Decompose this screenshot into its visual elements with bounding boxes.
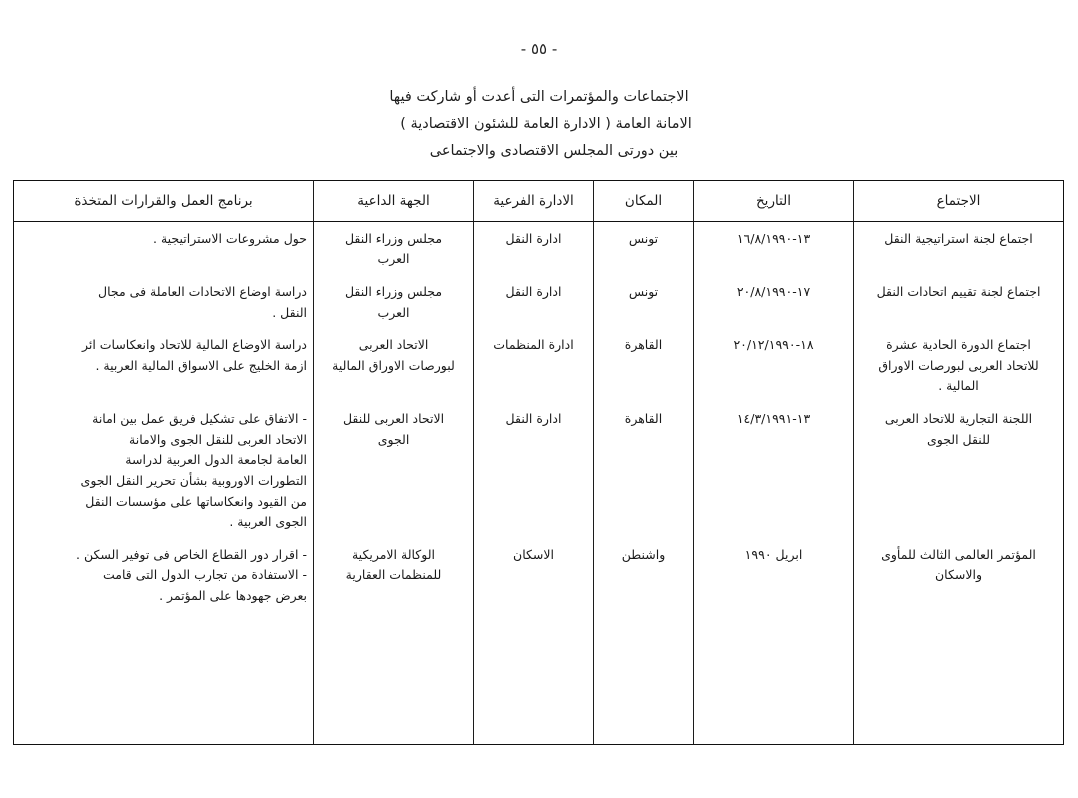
cell-place: القاهرة — [594, 328, 694, 402]
blank-cell — [594, 612, 694, 745]
cell-body — [314, 275, 474, 328]
cell-program-line: التطورات الاوروبية بشأن تحرير النقل الجوى — [80, 472, 307, 488]
cell-meeting — [854, 328, 1064, 402]
cell-body-line: الاتحاد العربى — [358, 337, 429, 353]
document-page — [0, 40, 1078, 798]
cell-body — [314, 328, 474, 402]
cell-subadmin: الاسكان — [474, 538, 594, 612]
cell-place: القاهرة — [594, 402, 694, 538]
table-body — [14, 221, 1064, 744]
cell-meeting-line: المالية . — [938, 378, 979, 394]
cell-program-line: دراسة اوضاع الاتحادات العاملة فى مجال — [98, 283, 307, 299]
cell-meeting — [854, 538, 1064, 612]
blank-cell — [14, 612, 314, 745]
cell-meeting-line: والاسكان — [934, 567, 982, 583]
cell-program-line: بعرض جهودها على المؤتمر . — [159, 588, 307, 604]
cell-meeting — [854, 221, 1064, 275]
cell-date: ١٣-١٦/٨/١٩٩٠ — [694, 221, 854, 275]
cell-program-line: دراسة الاوضاع المالية للاتحاد وانعكاسات ائر — [81, 337, 307, 353]
cell-meeting-line: للاتحاد العربى لبورصات الاوراق — [878, 357, 1039, 373]
cell-program-line: النقل . — [272, 304, 307, 320]
cell-place: تونس — [594, 221, 694, 275]
cell-subadmin: ادارة المنظمات — [474, 328, 594, 402]
column-header-program: برنامج العمل والقرارات المتخذة — [14, 181, 314, 221]
table-row — [14, 402, 1064, 538]
table-row — [14, 538, 1064, 612]
cell-body — [314, 538, 474, 612]
cell-meeting-line: المؤتمر العالمى الثالث للمأوى — [881, 546, 1036, 562]
meetings-table — [13, 180, 1064, 744]
cell-body-line: الاتحاد العربى للنقل — [342, 411, 445, 427]
table-row — [14, 328, 1064, 402]
cell-meeting — [854, 402, 1064, 538]
table-row — [14, 275, 1064, 328]
table-blank-area — [14, 612, 1064, 745]
cell-program — [14, 402, 314, 538]
blank-cell — [694, 612, 854, 745]
cell-subadmin: ادارة النقل — [474, 275, 594, 328]
cell-subadmin: ادارة النقل — [474, 402, 594, 538]
column-header-body: الجهة الداعية — [314, 181, 474, 221]
cell-body — [314, 221, 474, 275]
cell-subadmin: ادارة النقل — [474, 221, 594, 275]
cell-body — [314, 402, 474, 538]
cell-body-line: مجلس وزراء النقل — [344, 283, 443, 299]
cell-meeting-line: اجتماع لجنة استراتيجية النقل — [884, 230, 1033, 246]
cell-program — [14, 275, 314, 328]
cell-body-line: الجوى — [377, 431, 410, 447]
cell-program-line: - الاتفاق على تشكيل فريق عمل بين امانة — [92, 411, 307, 427]
title-line-2: الامانة العامة ( الادارة العامة للشئون الاقتصادية ) — [400, 115, 692, 132]
cell-body-line: للمنظمات العقارية — [345, 567, 442, 583]
cell-meeting-line: اجتماع الدورة الحادية عشرة — [886, 337, 1031, 353]
cell-meeting — [854, 275, 1064, 328]
cell-body-line: العرب — [377, 304, 410, 320]
cell-program-line: الاتحاد العربى للنقل الجوى والامانة — [129, 431, 307, 447]
cell-program-line: - اقرار دور القطاع الخاص فى توفير السكن . — [76, 546, 307, 562]
column-header-place: المكان — [594, 181, 694, 221]
cell-body-line: لبورصات الاوراق المالية — [332, 357, 455, 373]
cell-program — [14, 328, 314, 402]
column-header-subadmin: الادارة الفرعية — [474, 181, 594, 221]
cell-body-line: الوكالة الامريكية — [351, 546, 436, 562]
blank-cell — [474, 612, 594, 745]
table-header-row — [14, 181, 1064, 221]
cell-meeting-line: للنقل الجوى — [926, 431, 991, 447]
blank-cell — [854, 612, 1064, 745]
column-header-meeting: الاجتماع — [854, 181, 1064, 221]
cell-date: ١٨-٢٠/١٢/١٩٩٠ — [694, 328, 854, 402]
cell-program-line: ازمة الخليج على الاسواق المالية العربية . — [95, 357, 307, 373]
cell-body-line: العرب — [377, 251, 410, 267]
cell-place: تونس — [594, 275, 694, 328]
cell-program-line: العامة لجامعة الدول العربية لدراسة — [125, 452, 307, 468]
cell-program-line: حول مشروعات الاستراتيجية . — [153, 230, 307, 246]
title-line-3: بين دورتى المجلس الاقتصادى والاجتماعى — [429, 142, 679, 159]
title-line-1: الاجتماعات والمؤتمرات التى أعدت أو شاركت فيها — [389, 89, 689, 105]
cell-body-line: مجلس وزراء النقل — [344, 230, 443, 246]
document-title — [0, 84, 1078, 164]
column-header-date: التاريخ — [694, 181, 854, 221]
cell-program-line: من القيود وانعكاساتها على مؤسسات النقل — [85, 493, 307, 509]
cell-meeting-line: اللجنة التجارية للاتحاد العربى — [884, 411, 1033, 427]
cell-meeting-line: اجتماع لجنة تقييم اتحادات النقل — [876, 283, 1041, 299]
cell-place: واشنطن — [594, 538, 694, 612]
page-number: - ٥٥ - — [520, 40, 558, 58]
cell-date: ١٧-٢٠/٨/١٩٩٠ — [694, 275, 854, 328]
table-row — [14, 221, 1064, 275]
blank-cell — [314, 612, 474, 745]
cell-program — [14, 538, 314, 612]
cell-program — [14, 221, 314, 275]
cell-date: ١٣-١٤/٣/١٩٩١ — [694, 402, 854, 538]
cell-program-line: - الاستفادة من تجارب الدول التى قامت — [102, 567, 307, 583]
cell-date: ابريل ١٩٩٠ — [694, 538, 854, 612]
cell-program-line: الجوى العربية . — [229, 514, 307, 530]
